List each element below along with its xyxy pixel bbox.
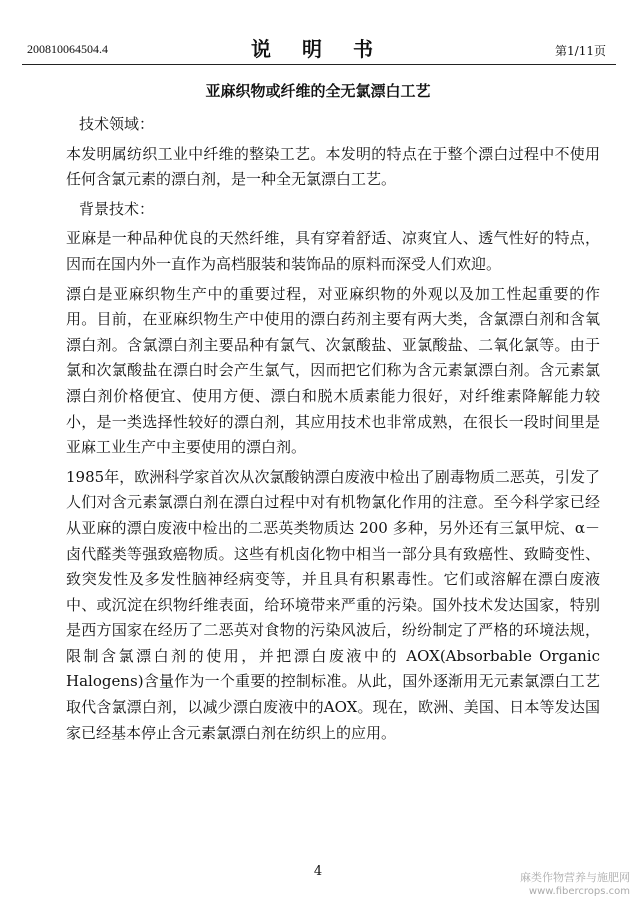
section-heading-background: 背景技术： [79,199,155,218]
watermark-site-name: 麻类作物营养与施肥网 [520,871,630,884]
paragraph-background-1: 亚麻是一种品种优良的天然纤维，具有穿着舒适、凉爽宜人、透气性好的特点，因而在国内外一直作为高档服装和装饰品的原料而深受人们欢迎。 [66,229,600,273]
header-divider [22,64,616,65]
page-number: 4 [313,864,323,879]
patent-number: 200810064504.4 [27,42,108,56]
paragraph-background-3: 1985年，欧洲科学家首次从次氯酸钠漂白废液中检出了剧毒物质二恶英，引发了人们对含元素氯漂白剂在漂白过程中对有机物氯化作用的注意。至今科学家已经从亚麻的漂白废液中检出的二恶英类物质达 200 多种，另外还有三氯甲烷、α－卤代醛类等强致癌物质。这些有机卤化物中相当一部分具有致癌性、致畸变性、致突发性及多发性脑神经病变等，并且具有积累毒性。它们或溶解在漂白废液中、或沉淀在织物纤维表面，给环境带来严重的污染。国外技术发达国家，特别是西方国家在经历了二恶英对食物的污染风波后，纷纷制定了严格的环境法规，限制含氯漂白剂的使用，并把漂白废液中的 AOX(Absorbable Organic Halogens)含量作为一个重要的控制标准。从此，国外逐渐用无元素氯漂白工艺取代含氯漂白剂，以减少漂白废液中的AOX。现在，欧洲、美国、日本等发达国家已经基本停止含元素氯漂白剂在纺织上的应用。 [66,467,600,742]
document-body [40,112,600,750]
paragraph-technical-field: 本发明属纺织工业中纤维的整染工艺。本发明的特点在于整个漂白过程中不使用任何含氯元素的漂白剂，是一种全无氯漂白工艺。 [66,144,600,189]
section-heading-technical-field: 技术领域： [79,115,155,133]
paragraph-background-2: 漂白是亚麻织物生产中的重要过程，对亚麻织物的外观以及加工性起重要的作用。目前，在亚麻织物生产中使用的漂白药剂主要有两大类，含氯漂白剂和含氧漂白剂。含氯漂白剂主要品种有氯气、次氯酸盐、亚氯酸盐、二氧化氯等。由于氯和次氯酸盐在漂白时会产生氯气，因而把它们称为含元素氯漂白剂。含元素氯漂白剂价格便宜、使用方便、漂白和脱木质素能力很好，对纤维素降解能力较小，是一类选择性较好的漂白剂，其应用技术也非常成熟，在很长一段时间里是亚麻工业生产中主要使用的漂白剂。 [66,284,600,457]
page-header-title: 说 明 书 [251,37,385,61]
watermark [520,871,630,899]
watermark-url: www.fibercrops.com [528,886,630,897]
document-title: 亚麻织物或纤维的全无氯漂白工艺 [205,82,431,100]
page-indicator: 第1/11页 [555,44,606,58]
